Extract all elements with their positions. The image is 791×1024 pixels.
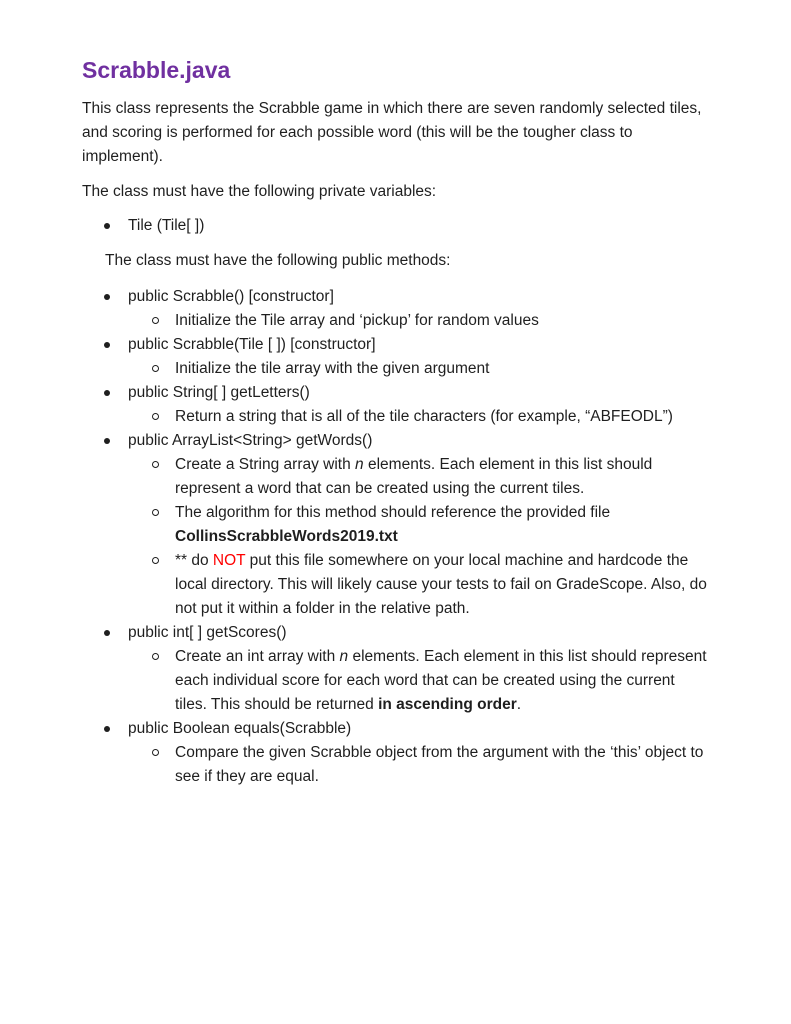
hollow-bullet-icon [152, 317, 159, 324]
hollow-bullet-icon [152, 509, 159, 516]
hollow-bullet-icon [152, 653, 159, 660]
method-note: Compare the given Scrabble object from the argument with the ‘this’ object to see if they are equal. [128, 741, 710, 789]
method-item [100, 333, 710, 381]
method-item [100, 621, 710, 717]
file-name: CollinsScrabbleWords2019.txt [175, 528, 398, 545]
method-note: Initialize the Tile array and ‘pickup’ for random values [128, 309, 710, 333]
list-item: Tile (Tile[ ]) [100, 214, 204, 238]
emphasis-not: NOT [212, 552, 246, 569]
method-signature: public ArrayList<String> getWords() [128, 432, 373, 449]
hollow-bullet-icon [152, 749, 159, 756]
hollow-bullet-icon [152, 461, 159, 468]
method-note: The algorithm for this method should reference the provided file CollinsScrabbleWords2019.txt [128, 501, 710, 549]
bullet-icon [104, 294, 110, 300]
method-note: Initialize the tile array with the given argument [128, 357, 710, 381]
method-signature: public String[ ] getLetters() [128, 384, 310, 401]
method-item [100, 285, 710, 333]
bullet-icon [104, 223, 110, 229]
private-vars-list [100, 214, 204, 238]
method-item [100, 429, 710, 621]
method-note: Return a string that is all of the tile characters (for example, “ABFEODL”) [128, 405, 710, 429]
bullet-icon [104, 342, 110, 348]
bullet-icon [104, 390, 110, 396]
method-signature: public Scrabble() [constructor] [128, 288, 334, 305]
method-note: ** do NOT put this file somewhere on your local machine and hardcode the local directory. This will likely cause your tests to fail on GradeScope. Also, do not put it within a folder in the relative path. [128, 549, 710, 621]
method-note: Create a String array with n elements. Each element in this list should represent a word that can be created using the current tiles. [128, 453, 710, 501]
bullet-icon [104, 438, 110, 444]
hollow-bullet-icon [152, 413, 159, 420]
method-signature: public Scrabble(Tile [ ]) [constructor] [128, 336, 376, 353]
intro-paragraph: This class represents the Scrabble game in which there are seven randomly selected tiles, and scoring is performed for each possible word (this will be the tougher class to implement). [82, 100, 702, 165]
bullet-icon [104, 630, 110, 636]
page-title: Scrabble.java [82, 57, 231, 83]
method-signature: public Boolean equals(Scrabble) [128, 720, 352, 737]
method-item [100, 381, 710, 429]
method-item [100, 717, 710, 789]
public-methods-heading: The class must have the following public methods: [105, 252, 451, 269]
bullet-icon [104, 726, 110, 732]
methods-list [100, 285, 710, 789]
private-vars-heading: The class must have the following private variables: [82, 183, 437, 200]
hollow-bullet-icon [152, 557, 159, 564]
method-signature: public int[ ] getScores() [128, 624, 287, 641]
method-note: Create an int array with n elements. Each element in this list should represent each individual score for each word that can be created using the current tiles. This should be returned in ascending order. [128, 645, 710, 717]
hollow-bullet-icon [152, 365, 159, 372]
